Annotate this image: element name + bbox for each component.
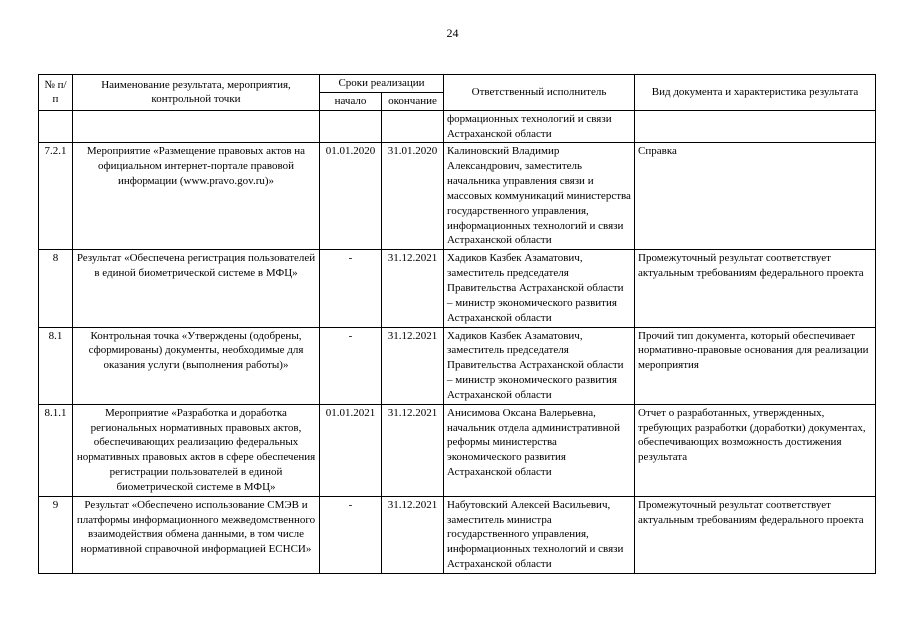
cell-responsible: Хадиков Казбек Азаматович, заместитель председателя Правительства Астраханской области – министр экономического развития Астраханской области [444, 327, 635, 404]
cell-responsible: Анисимова Оксана Валерьевна, начальник отдела административной реформы министерства экономического развития Астраханской области [444, 404, 635, 496]
cell-responsible: формационных технологий и связи Астраханской области [444, 110, 635, 143]
header-document: Вид документа и характеристика результата [635, 75, 876, 111]
cell-document: Прочий тип документа, который обеспечивает нормативно-правовые основания для реализации мероприятия [635, 327, 876, 404]
cell-start: 01.01.2020 [320, 143, 382, 250]
cell-end: 31.12.2021 [382, 496, 444, 573]
cell-num: 8 [39, 250, 73, 327]
table-row [39, 110, 876, 143]
cell-num: 8.1.1 [39, 404, 73, 496]
cell-name [73, 110, 320, 143]
cell-responsible: Набутовский Алексей Васильевич, заместитель министра государственного управления, информационных технологий и связи Астраханской области [444, 496, 635, 573]
cell-end: 31.12.2021 [382, 250, 444, 327]
cell-start [320, 110, 382, 143]
cell-name: Мероприятие «Разработка и доработка региональных нормативных правовых актов, обеспечивающих реализацию федеральных нормативных правовых актов в сфере обеспечения регистрации пользователей в единой биометрической системе в МФЦ» [73, 404, 320, 496]
cell-num: 9 [39, 496, 73, 573]
cell-document: Промежуточный результат соответствует актуальным требованиям федерального проекта [635, 496, 876, 573]
cell-end: 31.12.2021 [382, 327, 444, 404]
cell-end: 31.01.2020 [382, 143, 444, 250]
cell-name: Результат «Обеспечена регистрация пользователей в единой биометрической системе в МФЦ» [73, 250, 320, 327]
table-row [39, 143, 876, 250]
table-row [39, 496, 876, 573]
table-body [39, 110, 876, 573]
plan-table [38, 74, 876, 574]
header-name: Наименование результата, мероприятия, контрольной точки [73, 75, 320, 111]
page-number: 24 [446, 26, 459, 40]
cell-document: Справка [635, 143, 876, 250]
cell-end: 31.12.2021 [382, 404, 444, 496]
table-row [39, 404, 876, 496]
cell-start: - [320, 250, 382, 327]
header-end: окончание [382, 92, 444, 110]
cell-name: Мероприятие «Размещение правовых актов на официальном интернет-портале правовой информации (www.pravo.gov.ru)» [73, 143, 320, 250]
header-deadlines: Сроки реализации [320, 75, 444, 93]
header-responsible: Ответственный исполнитель [444, 75, 635, 111]
cell-start: - [320, 327, 382, 404]
cell-name: Контрольная точка «Утверждены (одобрены, сформированы) документы, необходимые для оказания услуги (выполнения работы)» [73, 327, 320, 404]
cell-start: 01.01.2021 [320, 404, 382, 496]
table-row [39, 327, 876, 404]
cell-num [39, 110, 73, 143]
cell-document: Промежуточный результат соответствует актуальным требованиям федерального проекта [635, 250, 876, 327]
cell-document [635, 110, 876, 143]
header-num: № п/п [39, 75, 73, 111]
table-row [39, 250, 876, 327]
cell-end [382, 110, 444, 143]
cell-document: Отчет о разработанных, утвержденных, требующих разработки (доработки) документах, обеспечивающих возможность достижения результата [635, 404, 876, 496]
cell-num: 7.2.1 [39, 143, 73, 250]
cell-start: - [320, 496, 382, 573]
cell-responsible: Хадиков Казбек Азаматович, заместитель председателя Правительства Астраханской области – министр экономического развития Астраханской области [444, 250, 635, 327]
header-start: начало [320, 92, 382, 110]
cell-num: 8.1 [39, 327, 73, 404]
cell-responsible: Калиновский Владимир Александрович, заместитель начальника управления связи и массовых коммуникаций министерства государственного управления, информационных технологий и связи Астраханской области [444, 143, 635, 250]
cell-name: Результат «Обеспечено использование СМЭВ и платформы информационного межведомственного взаимодействия обмена данными, в том числе нормативной справочной информацией ЕСНСИ» [73, 496, 320, 573]
